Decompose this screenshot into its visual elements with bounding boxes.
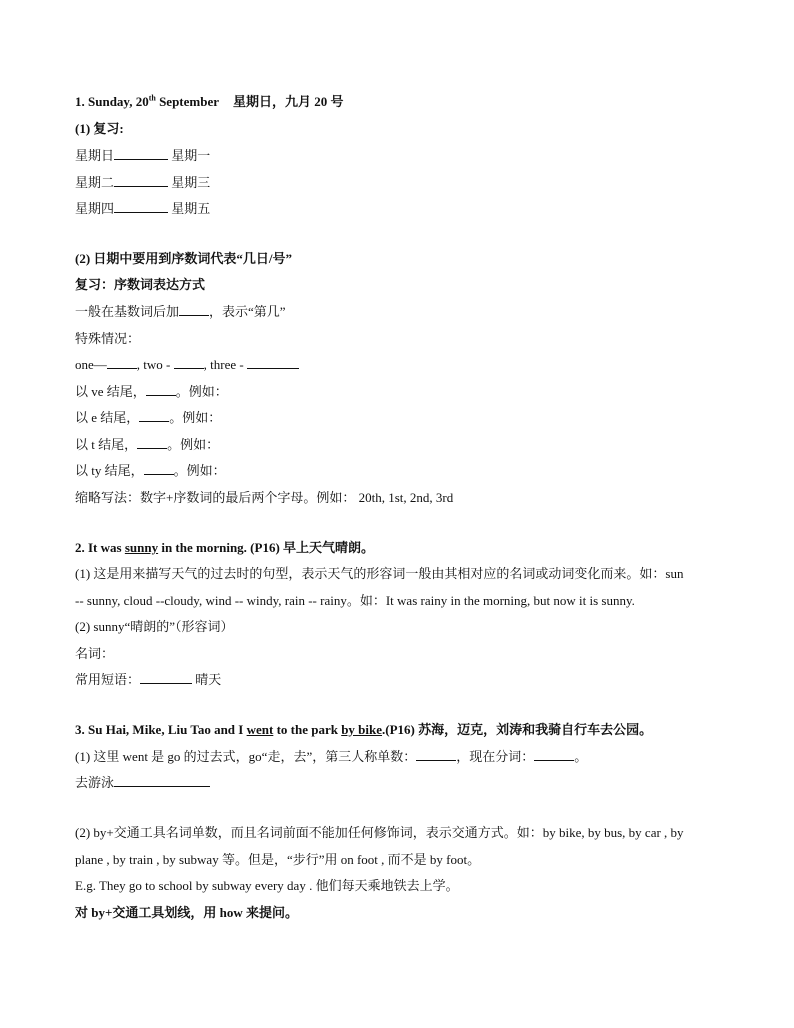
general-rule: 一般在基数词后加 ，表示“第几” [75, 304, 286, 319]
special-numbers: one— , two - , three - [75, 356, 299, 374]
section-3-para-1: (1) 这里 went 是 go 的过去式，go“走，去”，第三人称单数： ，现在分词： 。 [75, 749, 588, 764]
weekday-row-3: 星期四 星期五 [75, 201, 211, 216]
fill-blank[interactable] [139, 409, 169, 422]
abbreviation-rule: 缩略写法：数字+序数词的最后两个字母。例如： 20th, 1st, 2nd, 3rd [75, 490, 454, 505]
section-2-para-3: (2) sunny“晴朗的”（形容词） [75, 619, 234, 634]
fill-blank[interactable] [534, 748, 574, 761]
rule-e: 以 e 结尾， 。例如： [75, 410, 222, 425]
weekday-row-1: 星期日 星期一 [75, 148, 211, 163]
section-1-heading: 1. Sunday, 20th September 星期日，九月 20 号 [75, 93, 344, 109]
section-3-para-3: plane , by train , by subway 等。但是，“步行”用 on foot , 而不是 by foot。 [75, 852, 481, 867]
fill-blank[interactable] [114, 774, 210, 787]
fill-blank[interactable] [174, 356, 204, 369]
section-2-heading: 2. It was sunny in the morning. (P16) 早上天气晴朗。 [75, 540, 375, 555]
go-swimming: 去游泳 [75, 774, 210, 792]
section-1-sub1: (1) 复习: [75, 121, 124, 136]
common-phrase: 常用短语： 晴天 [75, 672, 222, 687]
fill-blank[interactable] [416, 748, 456, 761]
rule-ve: 以 ve 结尾， 。例如： [75, 384, 228, 399]
fill-blank[interactable] [140, 671, 192, 684]
fill-blank[interactable] [114, 200, 168, 213]
fill-blank[interactable] [179, 303, 209, 316]
review-label: 复习：序数词表达方式 [75, 277, 206, 292]
fill-blank[interactable] [137, 436, 167, 449]
fill-blank[interactable] [114, 147, 168, 160]
fill-blank[interactable] [114, 174, 168, 187]
question-instruction: 对 by+交通工具划线，用 how 来提问。 [75, 905, 299, 920]
fill-blank[interactable] [247, 356, 299, 369]
section-2-para-1: (1) 这是用来描写天气的过去时的句型，表示天气的形容词一般由其相对应的名词或动词变化而来。如：sun [75, 566, 684, 581]
example-sentence: E.g. They go to school by subway every day . 他们每天乘地铁去上学。 [75, 878, 459, 893]
section-3-para-2: (2) by+交通工具名词单数，而且名词前面不能加任何修饰词，表示交通方式。如：by bike, by bus, by car , by [75, 825, 684, 840]
weekday-row-2: 星期二 星期三 [75, 175, 211, 190]
section-3-heading: 3. Su Hai, Mike, Liu Tao and I went to the park by bike.(P16) 苏海，迈克，刘涛和我骑自行车去公园。 [75, 722, 653, 737]
noun-label: 名词： [75, 646, 115, 661]
section-1-sub2: (2) 日期中要用到序数词代表“几日/号” [75, 251, 293, 266]
special-label: 特殊情况： [75, 331, 141, 346]
fill-blank[interactable] [107, 356, 137, 369]
fill-blank[interactable] [146, 383, 176, 396]
rule-ty: 以 ty 结尾， 。例如： [75, 463, 226, 478]
rule-t: 以 t 结尾， 。例如： [75, 437, 220, 452]
section-2-para-2: -- sunny, cloud --cloudy, wind -- windy, rain -- rainy。如：It was rainy in the morning, but now it is sunny. [75, 593, 635, 608]
fill-blank[interactable] [144, 462, 174, 475]
